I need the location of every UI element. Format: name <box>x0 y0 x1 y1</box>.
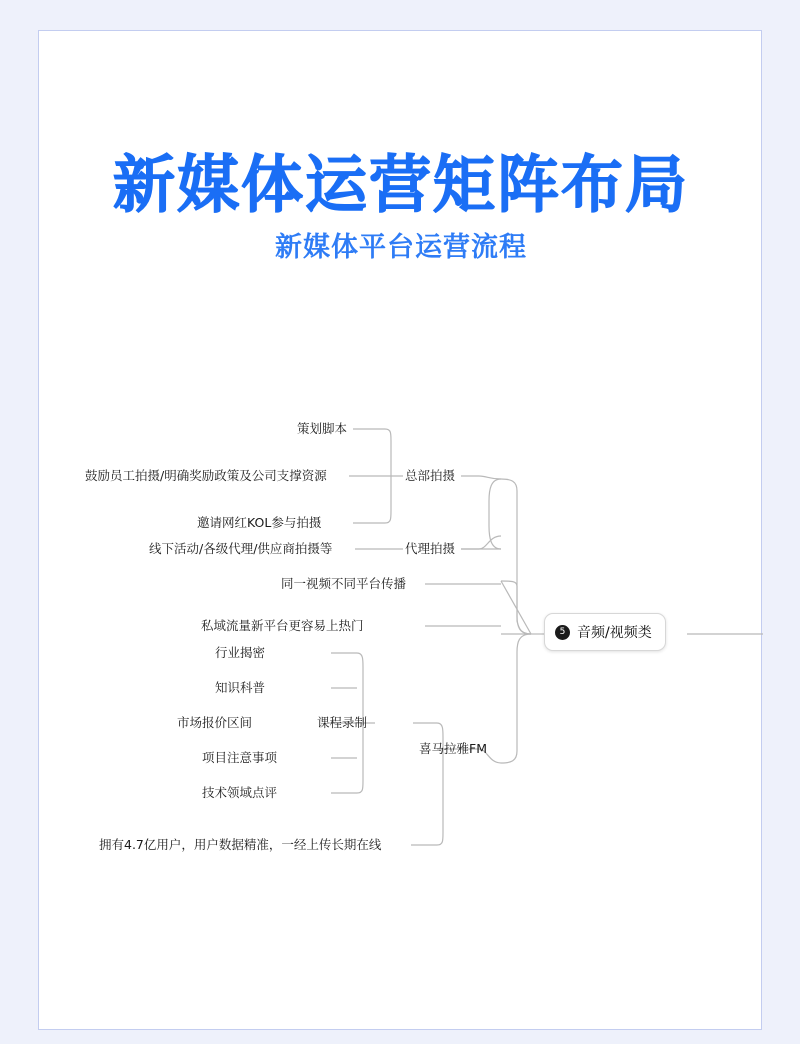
mindmap-leaf: 策划脚本 <box>297 421 348 436</box>
title-block <box>39 148 763 264</box>
page-subtitle: 新媒体平台运营流程 <box>275 232 527 264</box>
mindmap-note: 私域流量新平台更容易上热门 <box>201 618 364 633</box>
mindmap-leaf: 行业揭密 <box>215 645 266 660</box>
mindmap-leaf: 技术领域点评 <box>202 785 278 800</box>
mindmap-leaf: 鼓励员工拍摄/明确奖励政策及公司支撑资源 <box>85 468 327 483</box>
mindmap-leaf: 线下活动/各级代理/供应商拍摄等 <box>149 541 333 556</box>
mindmap-leaf: 市场报价区间 <box>177 715 253 730</box>
mindmap-branch-label: 课程录制 <box>317 715 368 730</box>
mindmap-note: 拥有4.7亿用户，用户数据精准，一经上传长期在线 <box>99 837 382 852</box>
mindmap-platform-label: 喜马拉雅FM <box>419 741 487 756</box>
root-label: 音频/视频类 <box>577 625 652 641</box>
mindmap-branch-label: 总部拍摄 <box>405 468 456 483</box>
mindmap-leaf: 知识科普 <box>215 680 266 695</box>
mindmap-branch-label: 代理拍摄 <box>405 541 456 556</box>
root-badge: 5 <box>555 625 570 640</box>
mindmap <box>39 381 763 881</box>
page-title: 新媒体运营矩阵布局 <box>112 148 689 221</box>
mindmap-leaf: 项目注意事项 <box>202 750 278 765</box>
mindmap-leaf: 邀请网红KOL参与拍摄 <box>197 515 322 530</box>
mindmap-root-node[interactable] <box>544 613 666 651</box>
mindmap-note: 同一视频不同平台传播 <box>281 576 407 591</box>
infographic-card <box>38 30 762 1030</box>
